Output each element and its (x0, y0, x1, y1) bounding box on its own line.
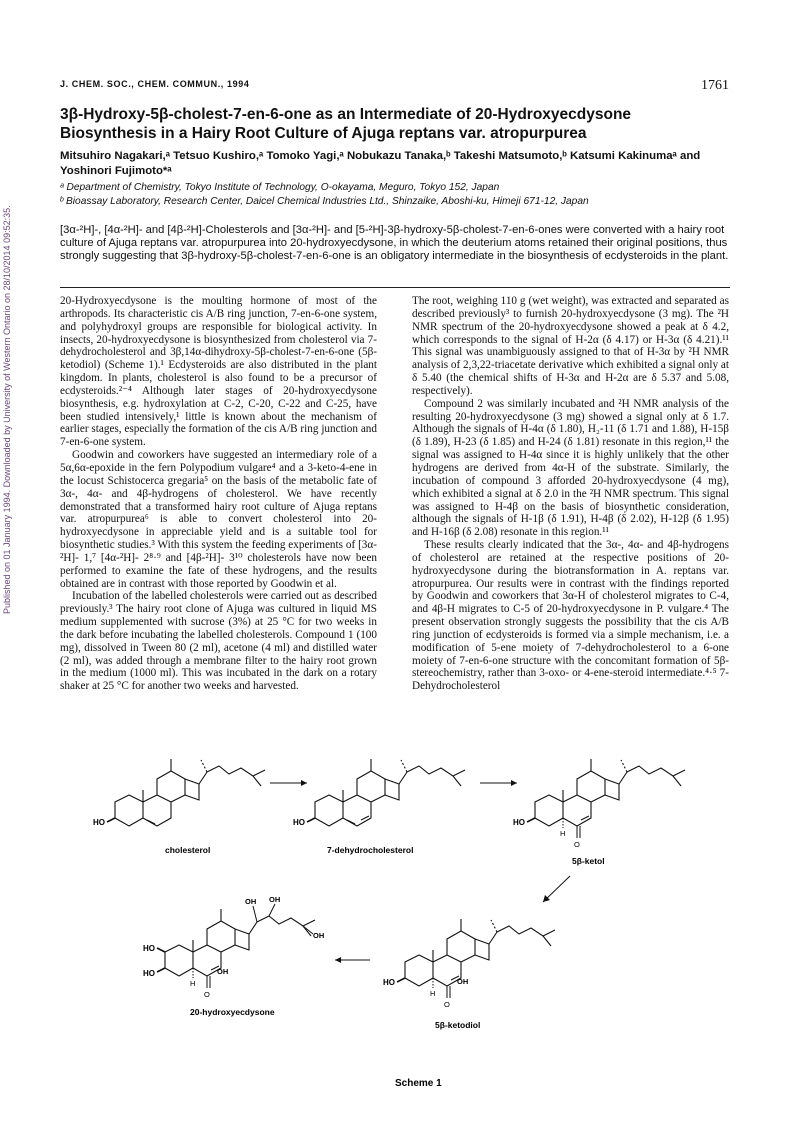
download-watermark: Published on 01 January 1994. Downloaded by University of Western Ontario on 28/10/2014 09:52:35. (2, 205, 12, 615)
abstract-divider (60, 287, 730, 288)
scheme-caption: Scheme 1 (395, 1078, 442, 1089)
paragraph: Goodwin and coworkers have suggested an intermediary role of a 5α,6α-epoxide in the fern Polypodium vulgare⁴ and a 3-keto-4-ene in the locust Schistocerca gregaria⁵ on the basis of the metabolic fate of 3α-, 4α- and 4β-hydrogens of cholesterol. We have recently demonstrated that a transformed hairy root culture of Ajuga reptans var. atropurpurea⁶ is able to convert cholesterol into 20-hydroxyecdysone in appreciable yield and is a suitable tool for biosynthetic studies.³ With this system the feeding experiments of [3α-²H]- 1,⁷ [4α-²H]- 2⁸·⁹ and [4β-²H]- 3¹⁰ cholesterols have now been performed to examine the fate of these hydrogens, and the results obtained are in contrast with those reported by Goodwin et al. (60, 449, 377, 590)
body-column-left (60, 295, 377, 693)
abstract: [3α-²H]-, [4α-²H]- and [4β-²H]-Cholesterols and [3α-²H]- and [5-²H]-3β-hydroxy-5β-cholest-7-en-6-ones were converted with a hairy root culture of Ajuga reptans var. atropurpurea into 20-hydroxyecdysone, in which the deuterium atoms retained their original positions, thus strongly suggesting that 3β-hydroxy-5β-cholest-7-en-6-one is an obligatory intermediate in the biosynthesis of ecdysteroids in the plant. (60, 224, 729, 263)
structure-7-dehydrocholesterol (307, 759, 465, 826)
paragraph: The root, weighing 110 g (wet weight), was extracted and separated as described previously³ to furnish 20-hydroxyecdysone (3 mg). The ²H NMR spectrum of the 20-hydroxyecdysone showed a peak at δ 4.2, which corresponds to the signal of H-2α (δ 4.17) or H-3α (δ 4.21).¹¹ This signal was unambiguously assigned to that of H-3α by ²H NMR analysis of 2,3,22-triacetate derivative which exhibited a signal only at δ 5.40 (the chemical shifts of H-3α and H-2α are δ 5.37 and 5.08, respectively). (412, 295, 729, 397)
label-h: H (560, 829, 566, 838)
scheme-1 (95, 688, 735, 1128)
label-ho: HO (93, 818, 105, 827)
structure-20-hydroxyecdysone (157, 904, 315, 988)
page-number: 1761 (701, 78, 729, 93)
label-h: H (190, 979, 196, 988)
article-title: 3β-Hydroxy-5β-cholest-7-en-6-one as an Intermediate of 20-Hydroxyecdysone Biosynthesis in a Hairy Root Culture of Ajuga reptans var. atropurpurea (60, 106, 632, 142)
structure-5b-ketodiol (397, 919, 555, 998)
label-5b-ketol: 5β-ketol (572, 856, 605, 866)
author-list: Mitsuhiro Nagakari,ᵃ Tetsuo Kushiro,ᵃ Tomoko Yagi,ᵃ Nobukazu Tanaka,ᵇ Takeshi Matsumoto,ᵇ Katsumi Kakinumaᵃ and Yoshinori Fujimoto*ᵃ (60, 150, 701, 177)
label-h: H (430, 989, 436, 998)
label-o: O (574, 840, 580, 849)
label-o: O (204, 990, 210, 999)
label-o: O (444, 1000, 450, 1009)
biosynthesis-scheme (95, 688, 735, 1128)
label-ho: HO (383, 978, 395, 987)
label-5b-ketodiol: 5β-ketodiol (435, 1020, 481, 1030)
label-ho: HO (143, 969, 155, 978)
body-column-right (412, 295, 729, 693)
paragraph: Incubation of the labelled cholesterols were carried out as described previously.³ The hairy root clone of Ajuga was cultured in liquid MS medium supplemented with sucrose (3%) at 25 °C for two weeks in the dark before incubating the labelled cholesterols. Compound 1 (100 mg), dissolved in Tween 80 (2 ml), acetone (4 ml) and distilled water (2 ml), was added through a membrane filter to the hairy root grown in the medium (1000 ml). This was incubated in the dark on a rotary shaker at 25 °C for another two weeks and harvested. (60, 590, 377, 693)
label-oh: OH (313, 931, 325, 940)
paragraph: These results clearly indicated that the 3α-, 4α- and 4β-hydrogens of cholesterol are retained at the respective positions of 20-hydroxyecdysone during the biotransformation in A. reptans var. atropurpurea. Our results were in contrast with the findings reported by Goodwin and coworkers that 3α-H of cholesterol migrates to C-4, and 4β-H migrates to C-5 of 20-hydroxyecdysone in P. vulgare.⁴ The present observation strongly suggests the possibility that the cis A/B ring junction of ecdysteroids is formed via a simple mechanism, i.e. a modification of 5-ene moiety of 7-dehydrocholesterol to a 6-one moiety of 7-en-6-one structure with the concomitant formation of 5β-stereochemistry, rather than 3-oxo- or 4-ene-steroid intermediate.⁴·⁵ 7-Dehydrocholesterol (412, 539, 729, 693)
affiliation-b: ᵇ Bioassay Laboratory, Research Center, Daicel Chemical Industries Ltd., Shinzaike, Aboshi-ku, Himeji 671-12, Japan (60, 196, 589, 207)
label-cholesterol: cholesterol (165, 845, 211, 855)
label-oh: OH (457, 977, 469, 986)
structure-cholesterol (107, 759, 265, 826)
label-ho: HO (143, 944, 155, 953)
label-oh: OH (245, 897, 257, 906)
label-20-hydroxyecdysone: 20-hydroxyecdysone (190, 1007, 275, 1017)
paragraph: 20-Hydroxyecdysone is the moulting hormone of most of the arthropods. Its characteristic cis A/B ring junction, 7-en-6-one system, and polyhydroxyl groups are responsible for biological activity. In insects, 20-hydroxyecdysone is biosynthesized from cholesterol via 7-dehydrocholesterol and 3β,14α-dihydroxy-5β-cholest-7-en-6-one (5β-ketodiol) (Scheme 1).¹ Ecdysteroids are also distributed in the plant kingdom. In plants, cholesterol is also found to be a precursor of ecdysteroids.²⁻⁴ Although later stages of 20-hydroxyecdysone biosynthesis, e.g. hydroxylation at C-2, C-20, C-22 and C-25, have been studied intensively,¹ little is known about the mechanism of earlier stages, especially the formation of the cis A/B ring junction and 7-en-6-one system. (60, 295, 377, 449)
paragraph: Compound 2 was similarly incubated and ²H NMR analysis of the resulting 20-hydroxyecdysone (3 mg) showed a signal only at δ 1.7. Although the signals of H-4α (δ 1.80), H₂-11 (δ 1.71 and 1.88), H-15β (δ 1.89), H-23 (δ 1.85) and H-24 (δ 1.81) resonate in this region,¹¹ the signal was assigned to H-4α since it is highly unlikely that the other hydrogens are derived from 4α-H of the substrate. Similarly, the incubation of compound 3 afforded 20-hydroxyecdysone (4 mg), which exhibited a signal at δ 2.0 in the ²H NMR spectrum. This signal was assigned to H-4β on the basis of biosynthetic consideration, although the signals of H-1β (δ 1.91), H-4β (δ 2.02), H-12β (δ 1.95) and H-16β (δ 2.08) resonate in this region.¹¹ (412, 397, 729, 539)
label-oh: OH (217, 967, 229, 976)
label-ho: HO (293, 818, 305, 827)
label-oh: OH (269, 895, 281, 904)
label-ho: HO (513, 818, 525, 827)
running-head: J. CHEM. SOC., CHEM. COMMUN., 1994 (60, 79, 250, 89)
structure-5b-ketol (527, 759, 685, 838)
label-7-dehydrocholesterol: 7-dehydrocholesterol (327, 845, 414, 855)
affiliation-a: ᵃ Department of Chemistry, Tokyo Institute of Technology, O-okayama, Meguro, Tokyo 152, Japan (60, 182, 500, 193)
